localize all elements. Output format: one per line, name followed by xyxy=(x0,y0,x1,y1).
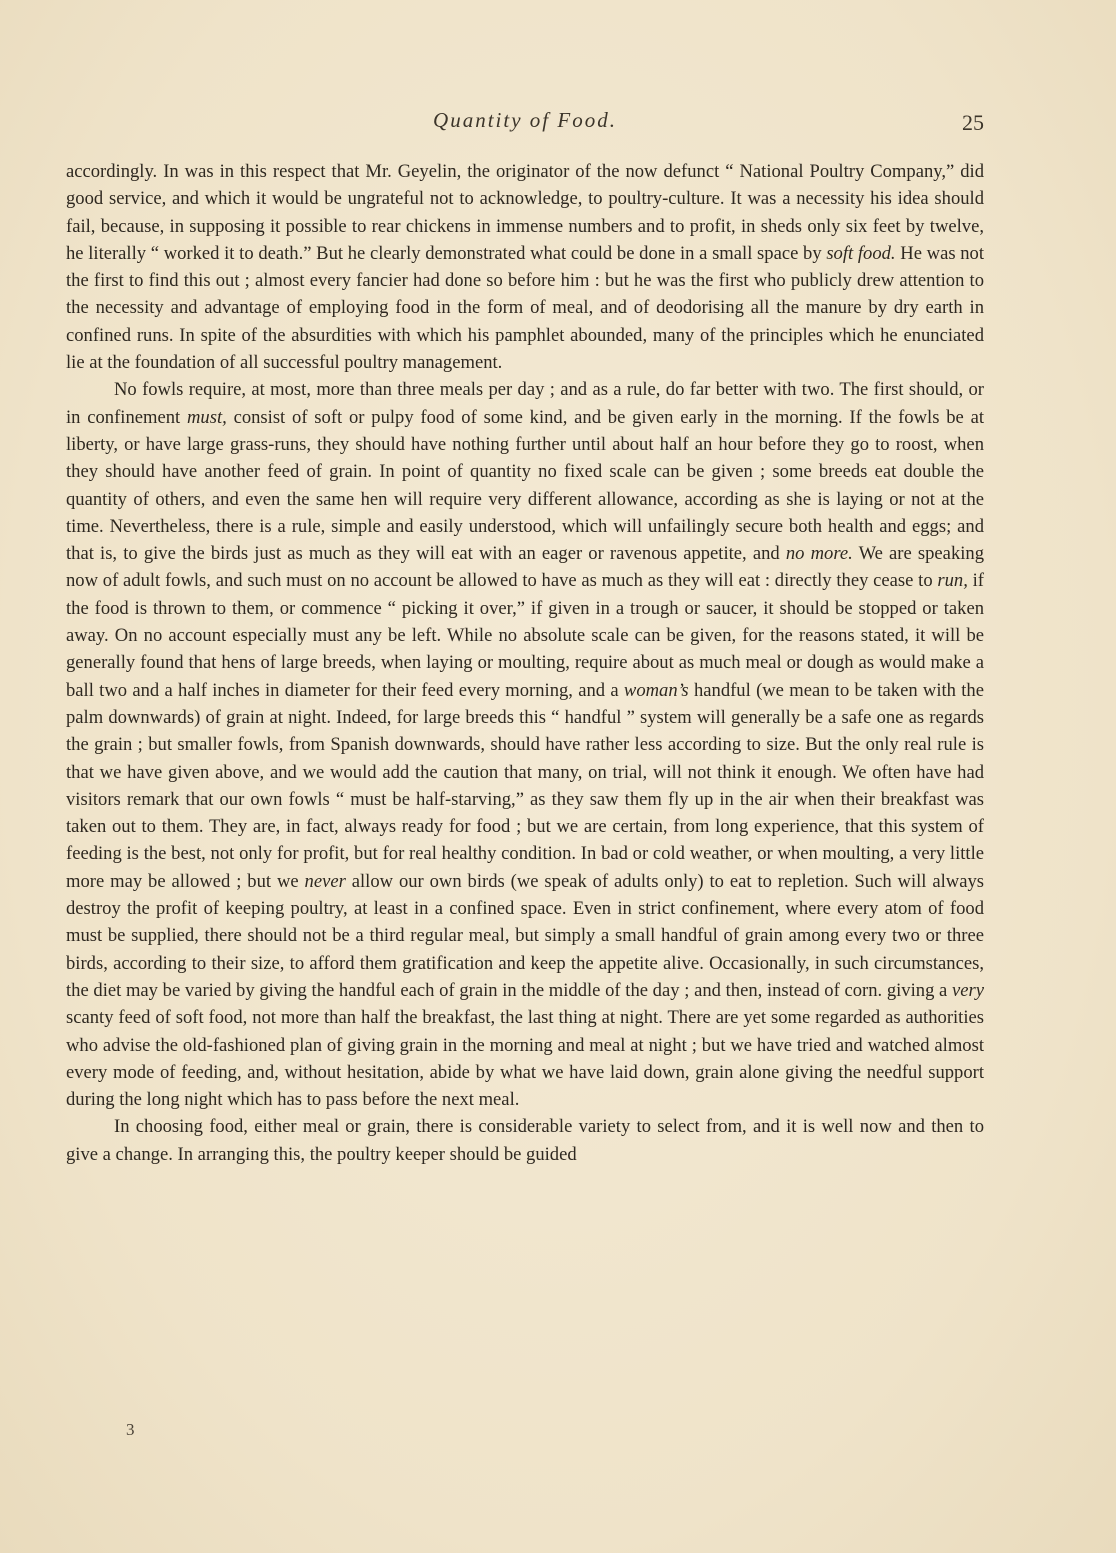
paragraph-1-text-b: He was not the first to find this out ; almost every fancier had done so before him : but he was the first who publicly drew attention to the necessity and advantage of employing food in the form of meal, and of deodorising all the manure by dry earth in confined runs. In spite of the absurdities with which his pamphlet abounded, many of the principles which he enunciated lie at the foundation of all successful poultry management. xyxy=(66,242,984,374)
emphasis-must: must, xyxy=(187,406,227,428)
emphasis-never: never xyxy=(304,870,346,892)
paragraph-2 xyxy=(66,376,984,1113)
emphasis-womans: woman’s xyxy=(623,679,689,701)
paragraph-2-text-e: handful (we mean to be taken with the palm downwards) of grain at night. Indeed, for large breeds this “ handful ” system will generally be a safe one as regards the grain ; but smaller fowls, from Spanish downwards, should have rather less according to size. But the only real rule is that we have given above, and we would add the caution that many, on trial, will not think it enough. We often have had visitors remark that our own fowls “ must be half-starving,” as they saw them fly up in the air when their breakfast was taken out to them. They are, in fact, always ready for food ; but we are certain, from long experience, that this system of feeding is the best, not only for profit, but for real healthy condition. In bad or cold weather, or when moulting, a very little more may be allowed ; but we xyxy=(66,679,984,892)
paragraph-2-text-b: consist of soft or pulpy food of some kind, and be given early in the morning. If the fowls be at liberty, or have large grass-runs, they should have nothing further until about half an hour before they go to roost, when they should have another feed of grain. In point of quantity no fixed scale can be given ; some breeds eat double the quantity of others, and even the same hen will require very different allowance, according as she is laying or not at the time. Nevertheless, there is a rule, simple and easily understood, which will unfailingly secure both health and eggs; and that is, to give the birds just as much as they will eat with an eager or ravenous appetite, and xyxy=(66,406,984,565)
paragraph-2-text-g: scanty feed of soft food, not more than half the breakfast, the last thing at night. There are yet some regarded as authorities who advise the old-fashioned plan of giving grain in the morning and meal at night ; but we have tried and watched almost every mode of feeding, and, without hesitation, abide by what we have laid down, grain alone giving the needful support during the long night which has to pass before the next meal. xyxy=(66,1007,984,1111)
paragraph-3 xyxy=(66,1113,984,1168)
paragraph-1 xyxy=(66,158,984,376)
page-number: 25 xyxy=(962,110,984,135)
paragraph-3-text-a: In choosing food, either meal or grain, there is considerable variety to select from, and it is well now and then to give a change. In arranging this, the poultry keeper should be guided xyxy=(66,1116,984,1165)
emphasis-run: run, xyxy=(937,570,968,592)
paragraph-1-text-a: accordingly. In was in this respect that Mr. Geyelin, the originator of the now defunct “ National Poultry Company,” did good service, and which it would be ungrateful not to acknowledge, to poultry-culture. It was a necessity his idea should fail, because, in supposing it possible to rear chickens in immense numbers and to profit, in sheds only six feet by twelve, he literally “ worked it to death.” But he clearly demonstrated what could be done in a small space by xyxy=(66,161,984,264)
body-text xyxy=(66,158,984,1168)
emphasis-very: very xyxy=(952,979,984,1001)
paragraph-2-text-f: allow our own birds (we speak of adults only) to eat to repletion. Such will always destroy the profit of keeping poultry, at least in a confined space. Even in strict confinement, where every atom of food must be supplied, there should not be a third regular meal, but simply a small handful of grain among every two or three birds, according to their size, to afford them gratification and keep the appetite alive. Occasionally, in such circumstances, the diet may be varied by giving the handful each of grain in the middle of the day ; and then, instead of corn. giving a xyxy=(66,870,984,1001)
emphasis-soft-food: soft food. xyxy=(826,242,896,264)
paragraph-2-text-c: We are speaking now of adult fowls, and such must on no account be allowed to have as much as they will eat : directly they cease to xyxy=(66,543,984,592)
paragraph-2-text-a: No fowls require, at most, more than three meals per day ; and as a rule, do far better with two. The first should, or in confinement xyxy=(66,379,984,428)
paragraph-2-text-d: if the food is thrown to them, or commence “ picking it over,” if given in a trough or saucer, it should be stopped or taken away. On no account especially must any be left. While no absolute scale can be given, for the reasons stated, it will be generally found that hens of large breeds, when laying or moulting, require about as much meal or dough as would make a ball two and a half inches in diameter for their feed every morning, and a xyxy=(66,570,984,701)
page-header xyxy=(66,108,984,142)
signature-mark: 3 xyxy=(126,1420,135,1439)
running-title: Quantity of Food. xyxy=(433,108,617,132)
emphasis-no-more: no more. xyxy=(785,543,853,565)
